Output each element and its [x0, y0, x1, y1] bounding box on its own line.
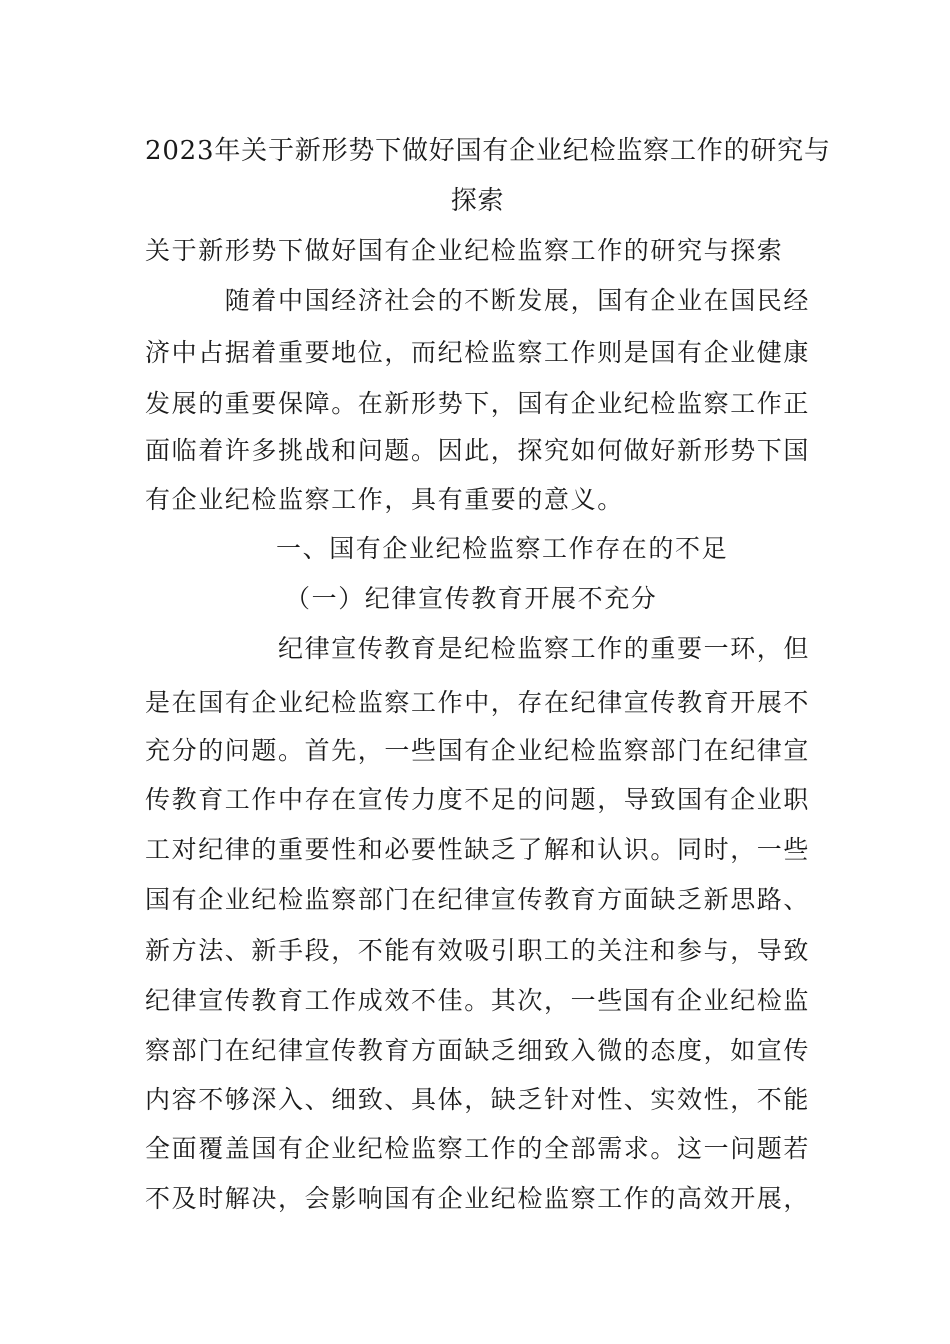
intro-line: 有企业纪检监察工作，具有重要的意义。 — [145, 485, 624, 514]
body-line: 内容不够深入、细致、具体，缺乏针对性、实效性，不能 — [145, 1085, 811, 1114]
body-line: 工对纪律的重要性和必要性缺乏了解和认识。同时，一些 — [145, 835, 811, 864]
body-line: 纪律宣传教育是纪检监察工作的重要一环，但 — [277, 634, 810, 663]
body-line: 察部门在纪律宣传教育方面缺乏细致入微的态度，如宣传 — [145, 1036, 811, 1065]
intro-line: 济中占据着重要地位，而纪检监察工作则是国有企业健康 — [145, 338, 811, 367]
intro-line: 发展的重要保障。在新形势下，国有企业纪检监察工作正 — [145, 389, 811, 418]
intro-line: 面临着许多挑战和问题。因此，探究如何做好新形势下国 — [145, 436, 811, 465]
intro-line: 随着中国经济社会的不断发展，国有企业在国民经 — [224, 286, 810, 315]
subsection-heading: （一）纪律宣传教育开展不充分 — [285, 584, 658, 613]
body-line: 国有企业纪检监察部门在纪律宣传教育方面缺乏新思路、 — [145, 885, 811, 914]
title-line-1: 2023年关于新形势下做好国有企业纪检监察工作的研究与 — [145, 136, 831, 166]
body-line: 是在国有企业纪检监察工作中，存在纪律宣传教育开展不 — [145, 688, 811, 717]
body-line: 充分的问题。首先，一些国有企业纪检监察部门在纪律宣 — [145, 736, 811, 765]
body-line: 不及时解决，会影响国有企业纪检监察工作的高效开展， — [145, 1184, 811, 1213]
title-line-2: 探索 — [450, 186, 505, 216]
body-line: 全面覆盖国有企业纪检监察工作的全部需求。这一问题若 — [145, 1134, 811, 1163]
subtitle: 关于新形势下做好国有企业纪检监察工作的研究与探索 — [145, 236, 784, 265]
body-line: 纪律宣传教育工作成效不佳。其次，一些国有企业纪检监 — [145, 986, 811, 1015]
section-heading: 一、国有企业纪检监察工作存在的不足 — [276, 534, 729, 563]
body-line: 新方法、新手段，不能有效吸引职工的关注和参与，导致 — [145, 936, 811, 965]
body-line: 传教育工作中存在宣传力度不足的问题，导致国有企业职 — [145, 785, 811, 814]
